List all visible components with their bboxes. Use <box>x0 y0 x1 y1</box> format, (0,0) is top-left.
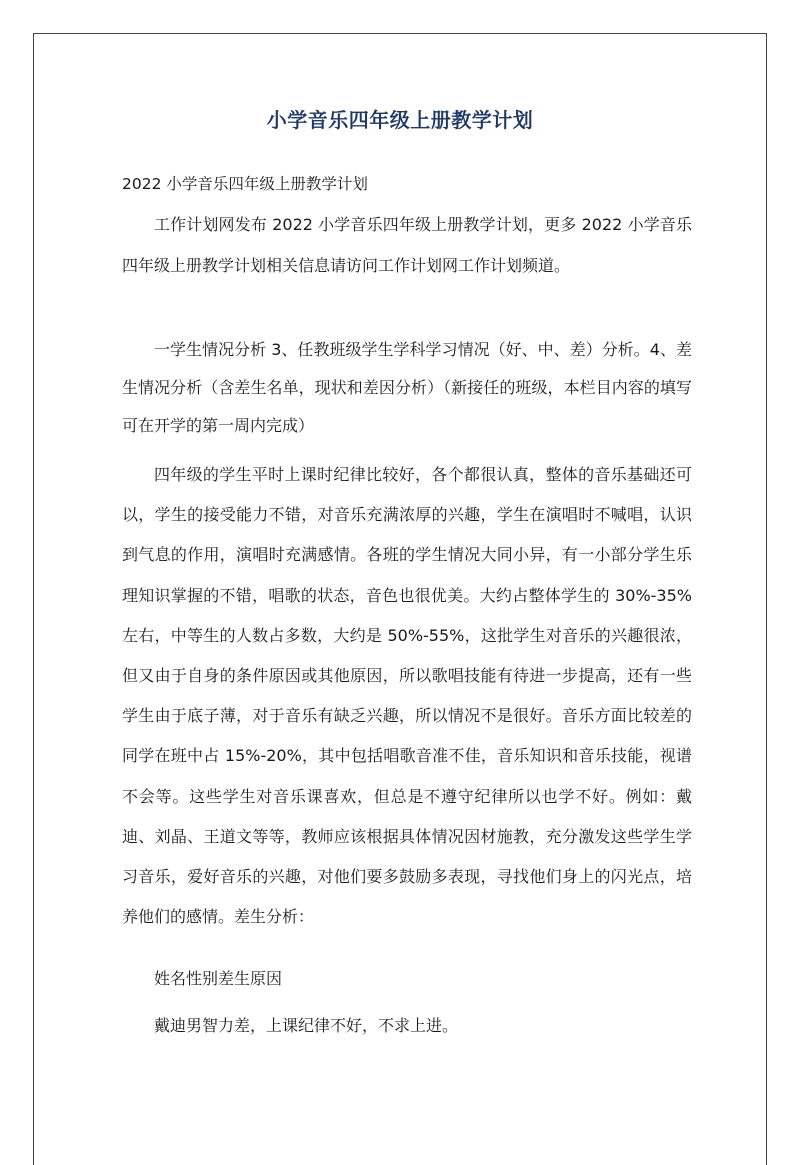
paragraph-student-situation: 四年级的学生平时上课时纪律比较好，各个都很认真，整体的音乐基础还可以，学生的接受能力不错，对音乐充满浓厚的兴趣，学生在演唱时不喊唱，认识到气息的作用，演唱时充满感情。各班的学生情况大同小异，有一小部分学生乐理知识掌握的不错，唱歌的状态，音色也很优美。大约占整体学生的 30%-35%左右，中等生的人数占多数，大约是 50%-55%，这批学生对音乐的兴趣很浓，但又由于自身的条件原因或其他原因，所以歌唱技能有待进一步提高，还有一些学生由于底子薄，对于音乐有缺乏兴趣，所以情况不是很好。音乐方面比较差的同学在班中占 15%-20%，其中包括唱歌音准不佳，音乐知识和音乐技能，视谱不会等。这些学生对音乐课喜欢，但总是不遵守纪律所以也学不好。例如：戴迪、刘晶、王道文等等，教师应该根据具体情况因材施教，充分激发这些学生学习音乐，爱好音乐的兴趣，对他们要多鼓励多表现，寻找他们身上的闪光点，培养他们的感情。差生分析： <box>122 465 692 927</box>
table-header: 姓名性别差生原因 <box>154 969 283 988</box>
paragraph-intro: 工作计划网发布 2022 小学音乐四年级上册教学计划，更多 2022 小学音乐四年级上册教学计划相关信息请访问工作计划网工作计划频道。 <box>122 215 692 275</box>
table-row: 戴迪男智力差，上课纪律不好，不求上进。 <box>154 1016 459 1035</box>
paragraph-analysis-outline: 一学生情况分析 3、任教班级学生学科学习情况（好、中、差）分析。4、差生情况分析（含差生名单，现状和差因分析）（新接任的班级，本栏目内容的填写可在开学的第一周内完成） <box>122 340 692 435</box>
document-title: 小学音乐四年级上册教学计划 <box>266 108 534 132</box>
document-subtitle: 2022 小学音乐四年级上册教学计划 <box>122 175 368 193</box>
